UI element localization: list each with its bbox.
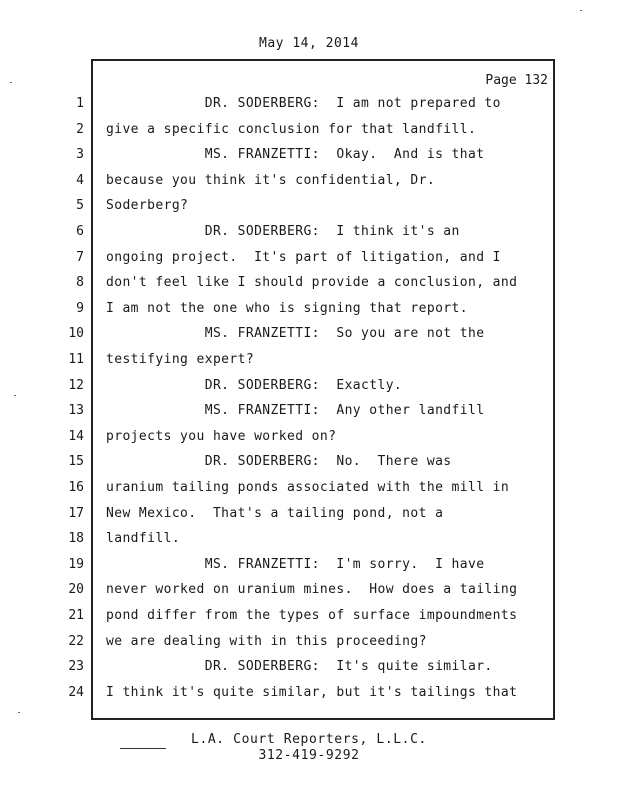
footer-phone: 312-419-9292 — [258, 748, 360, 763]
line-number: 14 — [68, 429, 84, 444]
line-number: 11 — [68, 352, 84, 367]
transcript-line: MS. FRANZETTI: So you are not the — [106, 326, 485, 341]
transcript-line: pond differ from the types of surface impoundments — [106, 608, 518, 623]
transcript-line: MS. FRANZETTI: I'm sorry. I have — [106, 557, 485, 572]
line-number: 12 — [68, 378, 84, 393]
line-number: 4 — [76, 173, 84, 188]
transcript-line: ongoing project. It's part of litigation, and I — [106, 250, 501, 265]
line-number: 17 — [68, 506, 84, 521]
footer-firm-name: L.A. Court Reporters, L.L.C. — [191, 732, 427, 747]
line-number: 5 — [76, 198, 84, 213]
line-number: 16 — [68, 480, 84, 495]
transcript-line: testifying expert? — [106, 352, 255, 367]
line-number: 24 — [68, 685, 84, 700]
scan-speck — [18, 712, 20, 713]
line-number: 1 — [76, 96, 84, 111]
line-number: 15 — [68, 454, 84, 469]
transcript-line: DR. SODERBERG: No. There was — [106, 454, 452, 469]
transcript-line: DR. SODERBERG: I think it's an — [106, 224, 460, 239]
line-number: 18 — [68, 531, 84, 546]
line-number: 6 — [76, 224, 84, 239]
line-number: 20 — [68, 582, 84, 597]
line-number: 8 — [76, 275, 84, 290]
line-number: 7 — [76, 250, 84, 265]
transcript-line: never worked on uranium mines. How does a tailing — [106, 582, 518, 597]
line-number: 10 — [68, 326, 84, 341]
line-number: 21 — [68, 608, 84, 623]
transcript-line: uranium tailing ponds associated with the mill in — [106, 480, 510, 495]
line-number: 22 — [68, 634, 84, 649]
transcript-line: because you think it's confidential, Dr. — [106, 173, 436, 188]
transcript-line: I think it's quite similar, but it's tailings that — [106, 685, 518, 700]
transcript-line: MS. FRANZETTI: Okay. And is that — [106, 147, 485, 162]
line-number: 9 — [76, 301, 84, 316]
transcript-line: we are dealing with in this proceeding? — [106, 634, 427, 649]
transcript-line: landfill. — [106, 531, 181, 546]
transcript-line: give a specific conclusion for that landfill. — [106, 122, 477, 137]
scan-speck — [580, 10, 582, 11]
line-number: 3 — [76, 147, 84, 162]
transcript-line: don't feel like I should provide a conclusion, and — [106, 275, 518, 290]
header-date: May 14, 2014 — [259, 36, 359, 51]
transcript-line: Soderberg? — [106, 198, 189, 213]
transcript-line: DR. SODERBERG: Exactly. — [106, 378, 403, 393]
line-number: 2 — [76, 122, 84, 137]
scan-speck — [10, 82, 12, 83]
transcript-line: projects you have worked on? — [106, 429, 337, 444]
transcript-line: New Mexico. That's a tailing pond, not a — [106, 506, 444, 521]
scan-speck — [14, 395, 16, 396]
line-number: 13 — [68, 403, 84, 418]
transcript-line: MS. FRANZETTI: Any other landfill — [106, 403, 485, 418]
transcript-line: DR. SODERBERG: It's quite similar. — [106, 659, 493, 674]
line-number: 19 — [68, 557, 84, 572]
line-number: 23 — [68, 659, 84, 674]
page-number-label: Page 132 — [485, 73, 548, 88]
transcript-line: I am not the one who is signing that report. — [106, 301, 468, 316]
transcript-line: DR. SODERBERG: I am not prepared to — [106, 96, 501, 111]
